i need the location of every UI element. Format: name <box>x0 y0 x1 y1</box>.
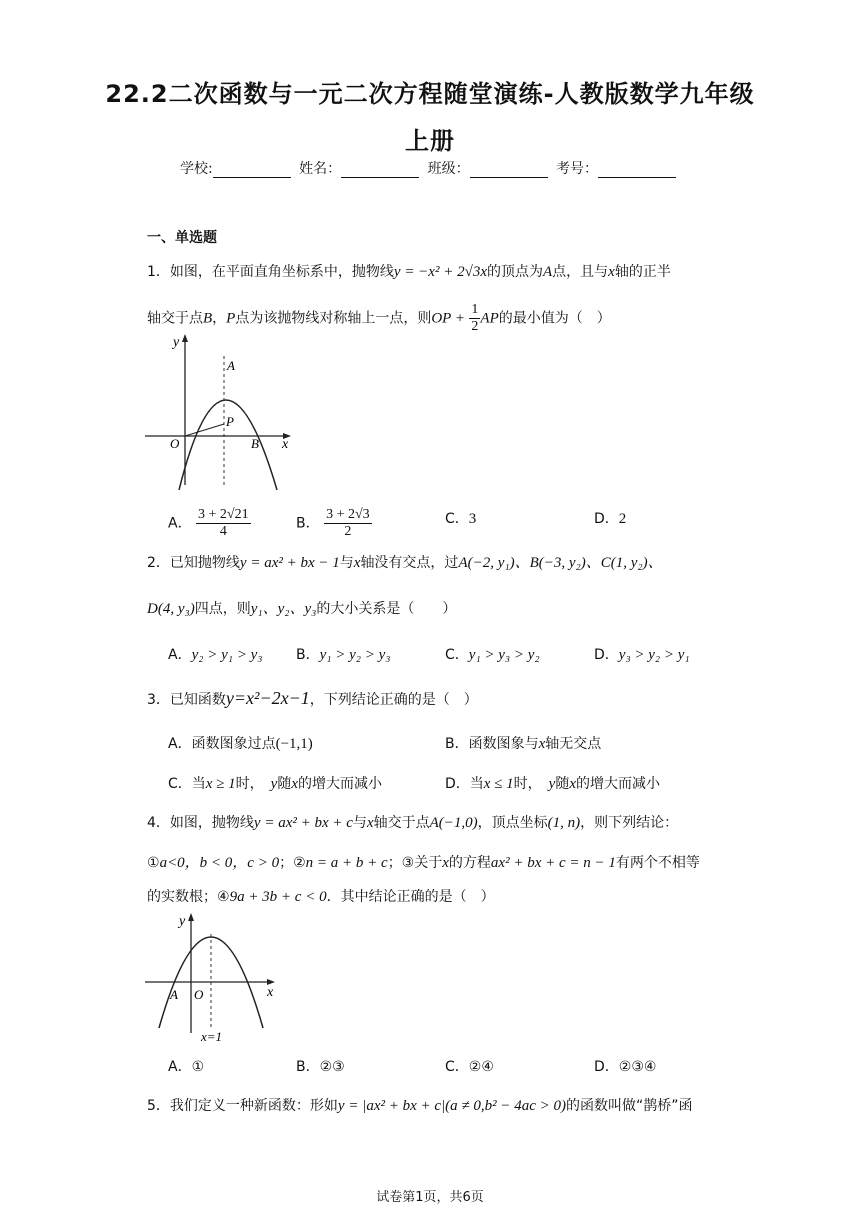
q1-text: 轴的正半 <box>614 264 671 280</box>
q1-graph-a: A <box>227 358 235 373</box>
q4-math: ax² + bx + c = n − 1 <box>490 855 616 871</box>
q2-text: 与 <box>339 555 354 571</box>
option-text: y₁ > y₂ > y₃ <box>319 647 391 663</box>
q1-segment-op <box>185 424 224 436</box>
q4-graph <box>145 908 285 1048</box>
q4-text: 4．如图，抛物线 <box>147 815 254 831</box>
q1-text: 轴交于点 <box>147 310 203 327</box>
q2-line1 <box>147 551 663 572</box>
option-math: x ≤ 1 <box>483 776 514 792</box>
q1-graph <box>145 330 295 490</box>
q3-option-a[interactable] <box>168 733 313 753</box>
q4-text: 轴交于点 <box>373 815 430 831</box>
option-text: y₃ > y₂ > y₁ <box>618 647 690 663</box>
option-fraction <box>196 507 251 540</box>
q4-equation: y = ax² + bx + c <box>253 815 353 831</box>
name-label: 姓名： <box>299 161 342 177</box>
q4-text: ．其中结论正确的是（ ） <box>326 889 495 905</box>
q2-equation: y = ax² + bx − 1 <box>239 555 340 571</box>
q4-line1 <box>147 812 678 832</box>
option-text: 时， <box>513 776 549 792</box>
q4-vertex: (1, n) <box>547 815 581 831</box>
q3-option-c[interactable] <box>168 773 382 793</box>
q1-graph-p: P <box>226 414 234 429</box>
q1-y-arrow <box>182 334 188 342</box>
option-text: 3 <box>468 511 477 527</box>
q3-text: ，下列结论正确的是（ ） <box>309 692 478 708</box>
q4-text: 的方程 <box>448 855 491 871</box>
q4-graph-a: A <box>170 987 178 1002</box>
option-fraction <box>324 507 372 540</box>
option-label: B． <box>445 736 469 752</box>
q4-option-a[interactable] <box>168 1056 204 1076</box>
option-math: x <box>538 736 546 752</box>
q1-line1 <box>147 261 671 281</box>
q1-point-b: B <box>203 310 213 327</box>
q3-line1 <box>147 688 478 709</box>
q2-line2 <box>147 597 456 618</box>
fraction-den: 2 <box>344 524 352 539</box>
option-label: C． <box>445 1059 469 1075</box>
option-text: y₂ > y₁ > y₃ <box>191 647 263 663</box>
q3-text: 3．已知函数 <box>147 692 226 708</box>
option-label: D． <box>594 511 619 527</box>
q2-ys: y₁、y₂、y₃ <box>250 601 317 617</box>
q1-graph-o: O <box>170 436 180 451</box>
class-label: 班级： <box>427 161 470 177</box>
q1-x: x <box>608 264 615 280</box>
option-math: x ≥ 1 <box>205 776 236 792</box>
option-text: 当 <box>469 776 484 792</box>
q4-graph-y: y <box>179 914 186 929</box>
q1-expr: OP + <box>431 310 465 327</box>
q1-graph-y: y <box>173 335 180 350</box>
option-label: C． <box>168 776 192 792</box>
q4-text: ；② <box>279 855 306 871</box>
option-label: B． <box>296 647 320 663</box>
exam-no-blank <box>598 163 676 178</box>
page-title: 22.2二次函数与一元二次方程随堂演练-人教版数学九年级 <box>105 80 755 108</box>
q2-option-c[interactable] <box>445 644 540 664</box>
q4-text: 的实数根；④ <box>147 889 230 905</box>
q1-text: 的顶点为 <box>486 264 543 280</box>
q2-option-b[interactable] <box>296 644 390 664</box>
q4-math: 9a + 3b + c < 0 <box>229 889 327 905</box>
q2-points: A(−2, y₁)、B(−3, y₂)、C(1, y₂)、 <box>458 555 663 571</box>
option-text: 的增大而减小 <box>576 776 661 792</box>
option-text: ②③ <box>319 1059 345 1075</box>
q1-equation: y = −x² + 2√3x <box>393 264 487 280</box>
q4-x: x <box>442 855 449 871</box>
fraction-den: 4 <box>219 524 227 539</box>
q1-text: 点，且与 <box>552 264 609 280</box>
fraction-num: 3 + 2√21 <box>198 507 249 522</box>
q2-text: 轴没有交点，过 <box>360 555 459 571</box>
option-math: y <box>270 776 278 792</box>
option-math: x <box>569 776 577 792</box>
option-math: x <box>291 776 299 792</box>
option-text: 的增大而减小 <box>298 776 383 792</box>
q4-text: 与 <box>352 815 367 831</box>
option-label: B． <box>296 1059 320 1075</box>
option-text: 当 <box>191 776 206 792</box>
q4-graph-axis-label: x=1 <box>201 1029 223 1044</box>
option-math: (−1,1) <box>275 736 313 752</box>
q4-text: ，则下列结论： <box>580 815 679 831</box>
option-text: 2 <box>618 511 627 527</box>
q2-option-d[interactable] <box>594 644 690 664</box>
q1-half-den: 2 <box>471 319 479 334</box>
option-label: C． <box>445 647 469 663</box>
q4-graph-o: O <box>194 987 204 1002</box>
q3-option-d[interactable] <box>445 773 660 793</box>
fraction-num: 3 + 2√3 <box>326 507 370 522</box>
q4-x: x <box>366 815 374 831</box>
q4-option-c[interactable] <box>445 1056 494 1076</box>
q4-option-b[interactable] <box>296 1056 345 1076</box>
class-blank <box>470 163 548 178</box>
option-label: A． <box>168 736 192 752</box>
option-text: 随 <box>555 776 570 792</box>
option-label: A． <box>168 515 192 532</box>
q1-point-a: A <box>542 264 553 280</box>
q4-point-a: A(−1,0) <box>429 815 478 831</box>
q1-expr: AP <box>480 310 499 327</box>
option-text: y₁ > y₃ > y₂ <box>468 647 540 663</box>
q4-text: ① <box>147 855 160 871</box>
q3-option-b[interactable] <box>445 733 601 753</box>
q1-text: 1．如图，在平面直角坐标系中，抛物线 <box>147 264 394 280</box>
q4-graph-x: x <box>267 985 274 1000</box>
q4-text: 有两个不相等 <box>615 855 700 871</box>
section-heading: 一、单选题 <box>147 230 217 246</box>
exam-no-label: 考号： <box>556 161 599 177</box>
q2-option-a[interactable] <box>168 644 262 664</box>
student-info <box>0 158 860 178</box>
q1-point-p: P <box>226 310 236 327</box>
option-text: ②④ <box>468 1059 494 1075</box>
q4-option-d[interactable] <box>594 1056 656 1076</box>
option-label: C． <box>445 511 469 527</box>
option-text: ②③④ <box>618 1059 657 1075</box>
page-title-line2: 上册 <box>405 127 455 155</box>
q5-line1 <box>147 1095 693 1115</box>
q2-text: 2．已知抛物线 <box>147 555 240 571</box>
q4-y-arrow <box>188 913 194 921</box>
school-blank <box>213 163 291 178</box>
q4-text: ；③关于 <box>387 855 443 871</box>
page-footer: 试卷第1页，共6页 <box>376 1190 484 1205</box>
q2-point-d: D(4, y₃) <box>147 601 195 617</box>
name-blank <box>341 163 419 178</box>
option-text: 时， <box>235 776 271 792</box>
option-text: ① <box>191 1059 205 1075</box>
q1-graph-x: x <box>282 437 289 452</box>
q2-text: 四点，则 <box>194 601 251 617</box>
q1-graph-b: B <box>251 436 259 451</box>
q1-option-a[interactable] <box>168 507 251 540</box>
option-label: D． <box>445 776 470 792</box>
option-text: 函数图象过点 <box>191 736 276 752</box>
option-label: A． <box>168 647 192 663</box>
q1-option-d[interactable] <box>594 508 626 528</box>
q1-option-c[interactable] <box>445 508 476 528</box>
q1-text: ， <box>212 310 227 327</box>
q5-equation: y = |ax² + bx + c|(a ≠ 0,b² − 4ac > 0) <box>337 1098 567 1114</box>
q4-text: ，顶点坐标 <box>477 815 548 831</box>
q1-text: 点为该抛物线对称轴上一点，则 <box>235 310 432 327</box>
option-text: 函数图象与 <box>468 736 539 752</box>
q1-half-fraction <box>469 302 480 335</box>
option-text: 随 <box>277 776 292 792</box>
option-label: B． <box>296 515 320 532</box>
option-label: D． <box>594 1059 619 1075</box>
q1-half-num: 1 <box>471 302 479 317</box>
option-math: y <box>548 776 556 792</box>
option-label: A． <box>168 1059 192 1075</box>
q4-math: n = a + b + c <box>305 855 388 871</box>
q1-text: 的最小值为（ ） <box>498 310 611 327</box>
q5-text: 的函数叫做“鹊桥”函 <box>566 1098 693 1114</box>
option-text: 轴无交点 <box>545 736 602 752</box>
q4-line3 <box>147 886 495 906</box>
q2-text: 的大小关系是（ ） <box>316 601 457 617</box>
q3-equation: y=x²−2x−1 <box>225 688 310 708</box>
q4-math: a<0，b < 0，c > 0 <box>159 855 280 871</box>
option-label: D． <box>594 647 619 663</box>
q5-text: 5．我们定义一种新函数：形如 <box>147 1098 338 1114</box>
school-label: 学校: <box>179 161 213 177</box>
q1-option-b[interactable] <box>296 507 372 540</box>
q2-x: x <box>353 555 361 571</box>
q4-line2 <box>147 851 700 872</box>
